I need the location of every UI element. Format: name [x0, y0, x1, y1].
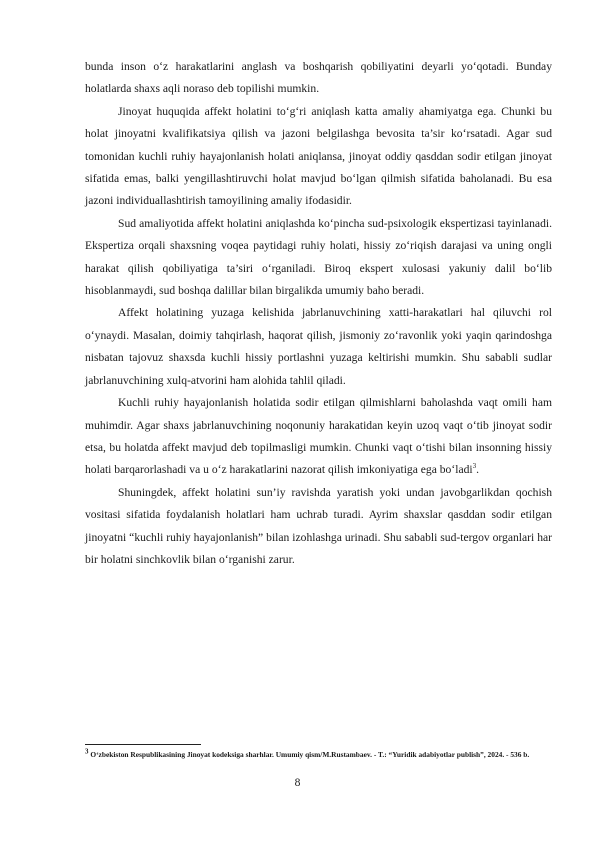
paragraph-4: Affekt holatining yuzaga kelishida jabrlanuvchining xatti-harakatlari hal qiluvchi rol o‘ynaydi. Masalan, doimiy tahqirlash, haqorat qilish, jismoniy zo‘ravonlik yoki yaqin qarindoshga nisbatan tajovuz shaxsda kuchli hissiy portlashni yuzaga keltirishi mumkin. Shu sababli sudlar jabrlanuvchining xulq-atvorini ham alohida tahlil qiladi.: [85, 306, 552, 387]
footnote-divider: [85, 744, 201, 745]
paragraph-2: Jinoyat huquqida affekt holatini to‘g‘ri aniqlash katta amaliy ahamiyatga ega. Chunki bu holat jinoyatni kvalifikatsiya qilish va jazoni belgilashga bevosita ta’sir ko‘rsatadi. Agar sud tomonidan kuchli ruhiy hayajonlanish holati aniqlansa, jinoyat oddiy qasddan sodir etilgan jinoyat sifatida emas, balki yengillashtiruvchi holat mavjud bo‘lgan qilmish sifatida baholanadi. Bu esa jazoni individuallashtirish tamoyilining amaliy ifodasidir.: [85, 104, 552, 208]
footnote-number: 3: [85, 747, 89, 756]
paragraph-5: [85, 392, 552, 482]
paragraph-1: bunda inson o‘z harakatlarini anglash va boshqarish qobiliyatini deyarli yo‘qotadi. Bunday holatlarda shaxs aqli noraso deb topilishi mumkin.: [85, 60, 552, 96]
footnote-reference[interactable]: 3: [472, 462, 477, 471]
paragraph-6: Shuningdek, affekt holatini sun’iy ravishda yaratish yoki undan javobgarlikdan qochish vositasi sifatida foydalanish holatlari ham uchrab turadi. Ayrim shaxslar qasddan sodir etilgan jinoyatni “kuchli ruhiy hayajonlanish” bilan izohlashga urinadi. Shu sababli sud-tergov organlari har bir holatni sinchkovlik bilan o‘rganishi zarur.: [85, 485, 552, 566]
page-number: 8: [294, 776, 301, 789]
paragraph-3: Sud amaliyotida affekt holatini aniqlashda ko‘pincha sud-psixologik ekspertizasi tayinlanadi. Ekspertiza orqali shaxsning voqea paytidagi ruhiy holati, hissiy zo‘riqish darajasi va uning ongli harakat qilish qobiliyatiga ta’siri o‘rganiladi. Biroq ekspert xulosasi yakuniy dalil bo‘lib hisoblanmaydi, sud boshqa dalillar bilan birgalikda umumiy baho beradi.: [85, 216, 552, 298]
footnote-text: O‘zbekiston Respublikasining Jinoyat kodeksiga sharhlar. Umumiy qism/M.Rustambaev. - T.: “Yuridik adabiyotlar publish”, 2024. - 536 b.: [88, 750, 530, 759]
paragraph-5-end: .: [476, 463, 480, 477]
footnote: [85, 749, 552, 760]
paragraph-5-text: Kuchli ruhiy hayajonlanish holatida sodir etilgan qilmishlarni baholashda vaqt omili ham muhimdir. Agar shaxs jabrlanuvchining noqonuniy harakatidan keyin uzoq vaqt o‘tib jinoyat sodir etsa, bu holatda affekt mavjud deb topilmasligi mumkin. Chunki vaqt o‘tishi bilan insonning hissiy holati barqarorlashadi va u o‘z harakatlarini nazorat qilish imkoniyatiga ega bo‘ladi: [85, 396, 552, 477]
document-body: [85, 56, 552, 571]
